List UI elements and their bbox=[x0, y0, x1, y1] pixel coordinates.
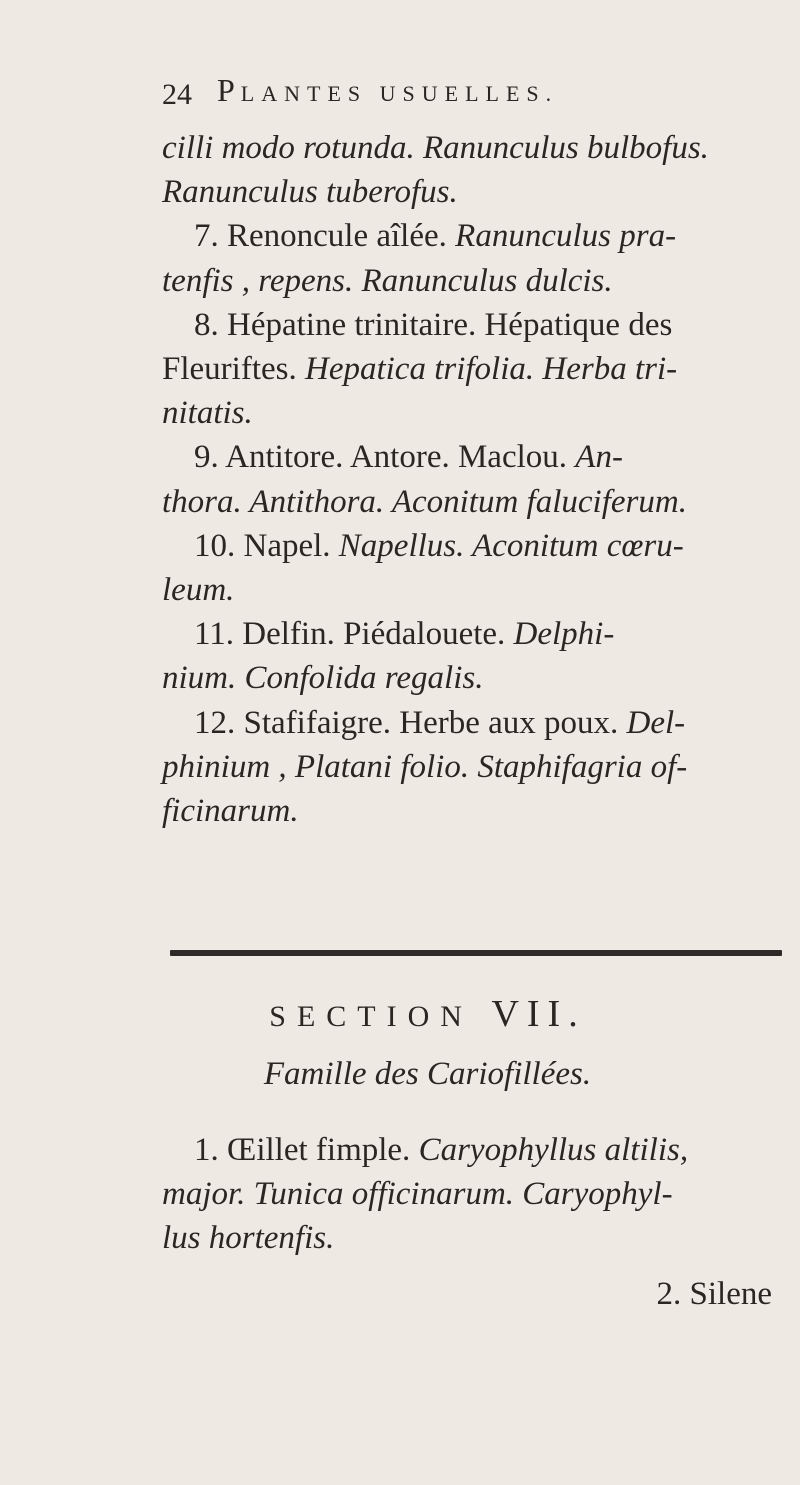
text-line bbox=[162, 1172, 788, 1216]
section-label: SECTION bbox=[269, 1000, 473, 1033]
entry-12 bbox=[162, 701, 788, 745]
text-line bbox=[162, 656, 788, 700]
line-segment: nium. Confolida regalis. bbox=[162, 660, 484, 697]
text-line bbox=[162, 789, 788, 833]
page-header bbox=[162, 72, 642, 122]
latin-name: Del- bbox=[626, 704, 686, 741]
text-line bbox=[162, 126, 788, 170]
text-line bbox=[162, 170, 788, 214]
section-heading bbox=[0, 992, 800, 1036]
latin-name: Ranunculus pra- bbox=[455, 218, 677, 255]
text-line bbox=[162, 568, 788, 612]
text-line bbox=[162, 1216, 788, 1260]
line-segment: 12. Stafifaigre. Herbe aux poux. bbox=[194, 704, 627, 741]
text-line bbox=[162, 391, 788, 435]
running-head-rest: LANTES USUELLES. bbox=[240, 81, 559, 106]
latin-name: Delphi- bbox=[513, 616, 615, 653]
latin-name: Napellus. Aconitum cœru- bbox=[338, 527, 684, 564]
line-segment: ficinarum. bbox=[162, 793, 299, 830]
section-divider-rule bbox=[170, 950, 782, 956]
text-line bbox=[162, 259, 788, 303]
family-title: Famille des Cariofillées. bbox=[263, 1056, 592, 1092]
line-segment: phinium , Platani folio. Staphifagria of- bbox=[162, 748, 688, 785]
entry-11 bbox=[162, 612, 788, 656]
line-segment: nitatis. bbox=[162, 395, 253, 432]
entry-7 bbox=[162, 214, 788, 258]
line-segment: major. Tunica officinarum. Caryophyl- bbox=[162, 1176, 673, 1213]
entry-8 bbox=[162, 303, 788, 347]
section-text bbox=[162, 1128, 788, 1261]
line-segment: lus hortenfis. bbox=[162, 1220, 335, 1257]
line-segment: tenfis , repens. Ranunculus dulcis. bbox=[162, 262, 613, 299]
latin-name: Hepatica trifolia. Herba tri- bbox=[304, 351, 678, 388]
latin-name: Caryophyllus altilis, bbox=[418, 1132, 689, 1168]
entry-10 bbox=[162, 524, 788, 568]
line-segment: cilli modo rotunda. Ranunculus bulbofus. bbox=[162, 130, 709, 166]
line-segment: Ranunculus tuberofus. bbox=[162, 174, 458, 211]
catchword: 2. Silene bbox=[656, 1276, 772, 1312]
line-segment: 11. Delfin. Piédalouete. bbox=[194, 616, 514, 653]
entry-1 bbox=[162, 1128, 788, 1172]
line-segment: thora. Antithora. Aconitum faluciferum. bbox=[162, 483, 687, 520]
text-line bbox=[162, 480, 788, 524]
line-segment: 10. Napel. bbox=[194, 527, 339, 564]
line-segment: 1. Œillet fimple. bbox=[194, 1132, 419, 1168]
main-text bbox=[162, 126, 788, 833]
line-segment: 8. Hépatine trinitaire. Hépatique des bbox=[194, 306, 673, 343]
line-segment: leum. bbox=[162, 572, 235, 609]
text-line bbox=[162, 745, 788, 789]
running-head-initial: P bbox=[217, 72, 241, 108]
line-segment: 9. Antitore. Antore. Maclou. bbox=[194, 439, 576, 476]
line-segment: 7. Renoncule aîlée. bbox=[194, 218, 456, 255]
text-line bbox=[162, 347, 788, 391]
section-number: VII. bbox=[491, 993, 586, 1035]
line-segment: Fleuriftes. bbox=[162, 351, 305, 388]
page-number: 24 bbox=[162, 78, 192, 111]
running-head bbox=[217, 72, 558, 109]
latin-name: An- bbox=[575, 439, 623, 476]
entry-9 bbox=[162, 435, 788, 479]
